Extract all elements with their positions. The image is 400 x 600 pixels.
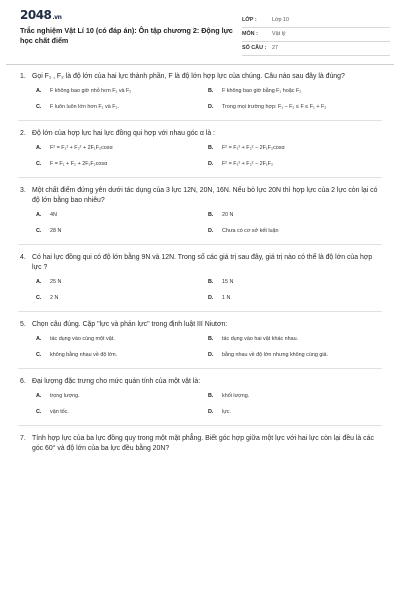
meta-value: Lớp 10 xyxy=(272,17,290,23)
option-text: khối lượng. xyxy=(222,393,250,399)
logo-suffix: .vn xyxy=(52,14,62,21)
question-block xyxy=(20,129,380,169)
answer-option[interactable] xyxy=(208,88,380,96)
question-line xyxy=(20,72,380,82)
option-label: B. xyxy=(208,279,214,285)
option-label: B. xyxy=(208,393,214,399)
option-text: F = F₁ + F₂ + 2F₁F₂cosα xyxy=(50,161,108,167)
question-line xyxy=(20,186,380,206)
meta-value: 27 xyxy=(272,45,278,51)
option-text: vận tốc. xyxy=(50,409,69,415)
question-list xyxy=(20,72,380,454)
option-text: 2 N xyxy=(50,295,59,301)
answer-option[interactable] xyxy=(208,336,380,344)
option-text: F luôn luôn lớn hơn F₁ và F₂. xyxy=(50,104,120,110)
answer-option[interactable] xyxy=(208,393,380,401)
option-label: C. xyxy=(36,228,42,234)
question-line xyxy=(20,253,380,273)
option-text: F không bao giờ bằng F₁ hoặc F₂ xyxy=(222,88,302,94)
question-text: Độ lớn của hợp lực hai lực đồng qui hợp với nhau góc α là : xyxy=(32,130,215,137)
option-grid xyxy=(36,336,380,360)
question-number: 5. xyxy=(20,321,26,328)
option-text: F không bao giờ nhỏ hơn F₁ và F₂ xyxy=(50,88,132,94)
option-text: trọng lượng. xyxy=(50,393,80,399)
option-label: C. xyxy=(36,295,42,301)
question-text: Tính hợp lực của ba lực đồng quy trong một mặt phẳng. Biết góc hợp giữa một lực với hai lực còn lại đều là các góc 60° và độ lớn của ba lực đều bằng 20N? xyxy=(32,435,374,452)
site-logo[interactable] xyxy=(20,8,61,22)
option-text: không bằng nhau về độ lớn. xyxy=(50,352,118,358)
question-text: Có hai lực đồng qui có độ lớn bằng 9N và 12N. Trong số các giá trị sau đây, giá trị nào có thể là độ lớn của hợp lực ? xyxy=(32,254,373,271)
meta-question-count xyxy=(242,42,390,56)
question-block xyxy=(20,377,380,417)
question-block xyxy=(20,434,380,454)
option-text: Chưa có cơ sở kết luận xyxy=(222,228,279,234)
option-text: Trong mọi trường hợp: F₁ – F₂ ≤ F ≤ F₁ + F₂ xyxy=(222,104,327,110)
question-text: Một chất điểm đứng yên dưới tác dụng của 3 lực 12N, 20N, 16N. Nếu bỏ lực 20N thì hợp lực của 2 lực còn lại có độ lớn bằng bao nhiêu? xyxy=(32,187,378,204)
question-block xyxy=(20,320,380,360)
option-label: A. xyxy=(36,393,42,399)
question-divider xyxy=(18,425,382,426)
option-label: B. xyxy=(208,145,214,151)
option-grid xyxy=(36,88,380,112)
option-label: C. xyxy=(36,161,42,167)
option-label: A. xyxy=(36,88,42,94)
option-grid xyxy=(36,145,380,169)
option-label: A. xyxy=(36,279,42,285)
meta-key: SỐ CÂU : xyxy=(242,45,267,51)
option-text: 15 N xyxy=(222,279,234,285)
meta-subject xyxy=(242,28,390,42)
option-label: D. xyxy=(208,104,214,110)
page-header xyxy=(14,0,386,58)
quiz-meta xyxy=(242,14,390,56)
question-line xyxy=(20,434,380,454)
question-text: Đại lượng đặc trưng cho mức quán tính của một vật là: xyxy=(32,378,201,385)
option-label: B. xyxy=(208,88,214,94)
option-label: D. xyxy=(208,295,214,301)
answer-option[interactable] xyxy=(208,295,380,303)
question-number: 2. xyxy=(20,130,26,137)
option-grid xyxy=(36,393,380,417)
option-label: A. xyxy=(36,145,42,151)
option-text: 4N xyxy=(50,212,57,218)
option-label: C. xyxy=(36,409,42,415)
answer-option[interactable] xyxy=(36,161,208,169)
option-label: C. xyxy=(36,104,42,110)
answer-option[interactable] xyxy=(36,145,208,153)
option-label: D. xyxy=(208,409,214,415)
meta-value: Vật lý xyxy=(272,31,286,37)
option-text: 25 N xyxy=(50,279,62,285)
meta-key: LỚP : xyxy=(242,17,257,23)
question-divider xyxy=(18,120,382,121)
question-block xyxy=(20,253,380,303)
option-label: B. xyxy=(208,212,214,218)
option-grid xyxy=(36,212,380,236)
option-grid xyxy=(36,279,380,303)
header-divider xyxy=(6,64,394,65)
answer-option[interactable] xyxy=(36,336,208,344)
question-number: 3. xyxy=(20,187,26,194)
logo-text: 2048 xyxy=(20,8,52,22)
answer-option[interactable] xyxy=(208,104,380,112)
question-line xyxy=(20,320,380,330)
question-divider xyxy=(18,177,382,178)
question-block xyxy=(20,72,380,112)
option-label: D. xyxy=(208,352,214,358)
answer-option[interactable] xyxy=(36,393,208,401)
answer-option[interactable] xyxy=(36,212,208,220)
answer-option[interactable] xyxy=(208,279,380,287)
question-line xyxy=(20,377,380,387)
answer-option[interactable] xyxy=(36,352,208,360)
page-title: Trắc nghiệm Vật Lí 10 (có đáp án): Ôn tập chương 2: Động lực học chất điểm xyxy=(20,26,233,45)
option-label: B. xyxy=(208,336,214,342)
answer-option[interactable] xyxy=(36,409,208,417)
option-text: bằng nhau về độ lớn nhưng không cùng giá. xyxy=(222,352,329,358)
option-text: F² = F₁² + F₂² + 2F₁F₂cosα xyxy=(50,145,113,151)
option-text: tác dụng vào cùng một vật. xyxy=(50,336,115,342)
question-number: 1. xyxy=(20,73,26,80)
answer-option[interactable] xyxy=(208,409,380,417)
option-text: 1 N xyxy=(222,295,231,301)
question-divider xyxy=(18,368,382,369)
option-text: lực. xyxy=(222,409,231,415)
option-text: tác dụng vào hai vật khác nhau. xyxy=(222,336,299,342)
question-number: 4. xyxy=(20,254,26,261)
option-label: C. xyxy=(36,352,42,358)
answer-option[interactable] xyxy=(208,228,380,236)
question-divider xyxy=(18,244,382,245)
question-number: 6. xyxy=(20,378,26,385)
answer-option[interactable] xyxy=(36,88,208,96)
option-label: D. xyxy=(208,161,214,167)
option-label: A. xyxy=(36,336,42,342)
answer-option[interactable] xyxy=(208,161,380,169)
question-text: Chọn câu đúng. Cặp "lực và phản lực" trong định luật III Niutơn: xyxy=(32,321,228,328)
answer-option[interactable] xyxy=(36,279,208,287)
answer-option[interactable] xyxy=(36,104,208,112)
option-text: 20 N xyxy=(222,212,234,218)
answer-option[interactable] xyxy=(208,352,380,360)
answer-option[interactable] xyxy=(36,228,208,236)
question-text: Gọi F₁ , F₂ là độ lớn của hai lực thành phần, F là độ lớn hợp lực của chúng. Câu nào sau đây là đúng? xyxy=(32,73,345,80)
option-text: F² = F₁² + F₂² − 2F₁F₂cosα xyxy=(222,145,285,151)
meta-key: MÔN : xyxy=(242,31,258,37)
option-text: F² = F₁² + F₂² − 2F₁F₂ xyxy=(222,161,274,167)
answer-option[interactable] xyxy=(208,212,380,220)
option-label: A. xyxy=(36,212,42,218)
question-line xyxy=(20,129,380,139)
question-divider xyxy=(18,311,382,312)
question-number: 7. xyxy=(20,435,26,442)
option-label: D. xyxy=(208,228,214,234)
answer-option[interactable] xyxy=(208,145,380,153)
option-text: 28 N xyxy=(50,228,62,234)
question-block xyxy=(20,186,380,236)
meta-grade xyxy=(242,14,390,28)
answer-option[interactable] xyxy=(36,295,208,303)
